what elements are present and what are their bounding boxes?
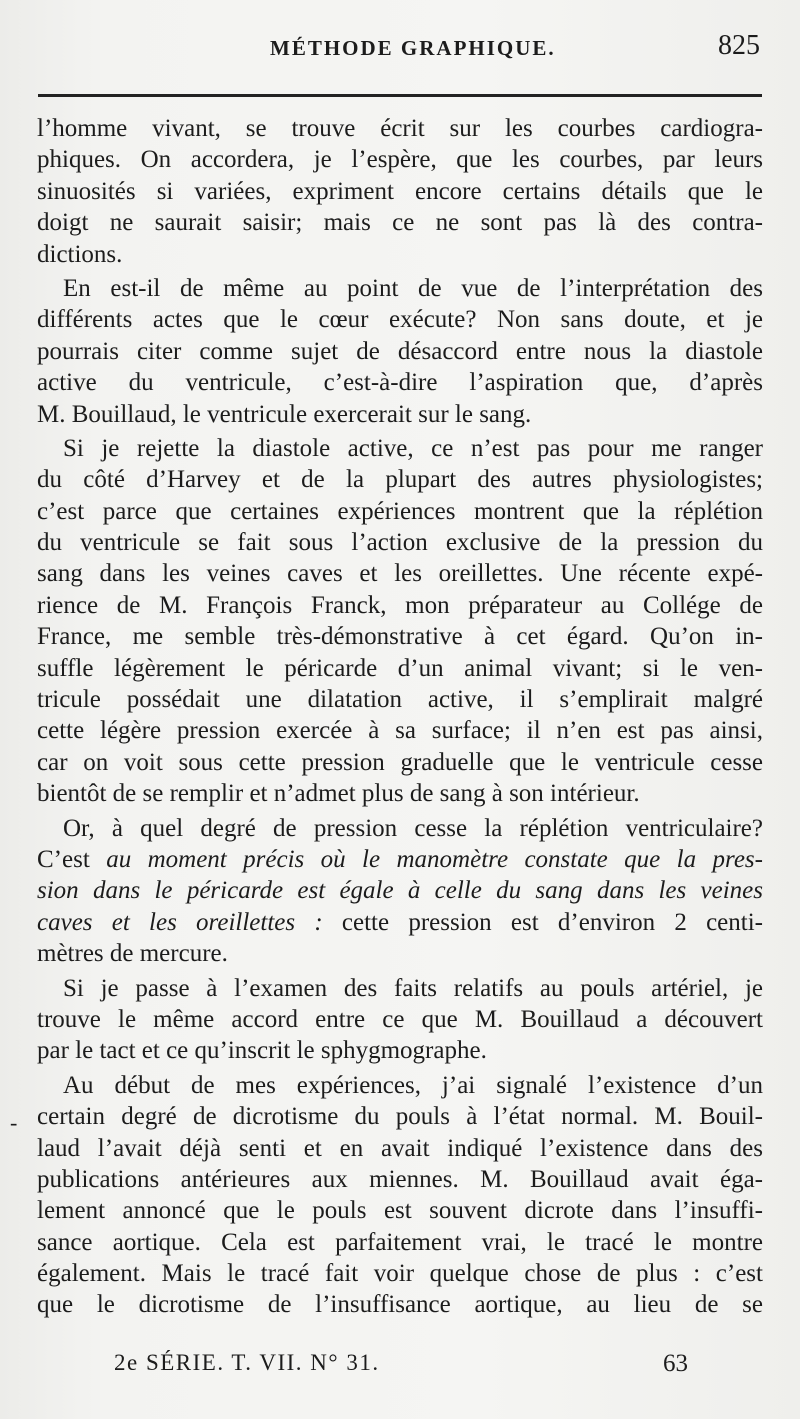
paragraph: [37, 1070, 763, 1321]
text-line: [37, 558, 763, 589]
text-line: [37, 1101, 763, 1132]
text-line: [37, 113, 763, 144]
text-line: [37, 875, 763, 906]
text-span: Si je passe à l’examen des faits relatifs au pouls artériel, je: [63, 974, 763, 1002]
text-line: [37, 1133, 763, 1164]
text-line: [37, 176, 763, 207]
text-line: [37, 304, 763, 335]
text-line: [37, 653, 763, 684]
text-span: c’est parce que certaines expériences montrent que la réplétion: [37, 497, 763, 525]
text-span: sinuosités si variées, expriment encore certains détails que le: [37, 177, 763, 205]
paragraph: [37, 433, 763, 810]
text-span: cette légère pression exercée à sa surface; il n’en est pas ainsi,: [37, 717, 763, 745]
text-line: [37, 144, 763, 175]
text-span: tricule possédait une dilatation active, il s’emplirait malgré: [37, 686, 763, 714]
text-line: [37, 207, 763, 238]
text-span: rience de M. François Franck, mon préparateur au Collége de: [37, 591, 763, 619]
text-span: par le tact et ce qu’inscrit le sphygmographe.: [37, 1037, 487, 1065]
header-rule: [38, 94, 762, 97]
text-line: [37, 747, 763, 778]
text-span: pourrais citer comme sujet de désaccord entre nous la diastole: [37, 337, 763, 365]
text-line: [37, 1035, 763, 1066]
text-line: [37, 938, 763, 969]
text-span: dictions.: [37, 240, 123, 268]
body-text: [37, 113, 763, 1321]
italic-text: caves et les oreillettes :: [37, 908, 323, 936]
text-span: mètres de mercure.: [37, 940, 228, 968]
text-span: M. Bouillaud, le ventricule exercerait sur le sang.: [37, 400, 532, 428]
text-span: du côté d’Harvey et de la plupart des autres physiologistes;: [37, 466, 763, 494]
text-line: [37, 336, 763, 367]
text-span: publications antérieures aux miennes. M. Bouillaud avait éga-: [37, 1165, 763, 1193]
text-line: [37, 973, 763, 1004]
sheet-number: 63: [663, 1350, 688, 1377]
paragraph: [37, 273, 763, 430]
paragraph: [37, 973, 763, 1067]
text-span: trouve le même accord entre ce que M. Bouillaud a découvert: [37, 1005, 763, 1033]
text-span: différents actes que le cœur exécute? Non sans doute, et je: [37, 306, 763, 334]
text-line: [37, 1195, 763, 1226]
text-line: [37, 433, 763, 464]
text-span: également. Mais le tracé fait voir quelque chose de plus : c’est: [37, 1260, 763, 1288]
text-span: Si je rejette la diastole active, ce n’est pas pour me ranger: [63, 434, 763, 462]
text-span: certain degré de dicrotisme du pouls à l’état normal. M. Bouil-: [37, 1103, 763, 1131]
text-span: phiques. On accordera, je l’espère, que les courbes, par leurs: [37, 146, 763, 174]
page-footer: [40, 1350, 760, 1386]
text-line: [37, 813, 763, 844]
paragraph: [37, 113, 763, 270]
text-span: l’homme vivant, se trouve écrit sur les courbes cardiogra-: [37, 115, 763, 142]
text-line: [37, 399, 763, 430]
text-span: C’est: [37, 845, 107, 873]
text-line: [37, 527, 763, 558]
text-span: car on voit sous cette pression graduelle que le ventricule cesse: [37, 748, 763, 776]
text-span: que le dicrotisme de l’insuffisance aortique, au lieu de se: [37, 1291, 763, 1319]
text-line: [37, 273, 763, 304]
text-line: [37, 844, 763, 875]
text-span: active du ventricule, c’est-à-dire l’aspiration que, d’après: [37, 369, 763, 397]
text-span: sang dans les veines caves et les oreillettes. Une récente expé-: [37, 560, 763, 588]
text-line: [37, 1164, 763, 1195]
text-span: laud l’avait déjà senti et en avait indiqué l’existence dans des: [37, 1134, 763, 1162]
text-span: lement annoncé que le pouls est souvent dicrote dans l’insuffi-: [37, 1197, 763, 1225]
text-line: [37, 1227, 763, 1258]
text-line: [37, 778, 763, 809]
text-span: Or, à quel degré de pression cesse la réplétion ventriculaire?: [63, 814, 763, 842]
italic-text: au moment précis où le manomètre constate que la pres-: [106, 845, 763, 873]
text-line: [37, 239, 763, 270]
text-line: [37, 621, 763, 652]
text-line: [37, 907, 763, 938]
text-line: [37, 1004, 763, 1035]
text-span: Au début de mes expériences, j’ai signalé l’existence d’un: [63, 1071, 763, 1099]
text-span: doigt ne saurait saisir; mais ce ne sont pas là des contra-: [37, 209, 763, 237]
text-line: [37, 715, 763, 746]
text-line: [37, 684, 763, 715]
text-span: sance aortique. Cela est parfaitement vrai, le tracé le montre: [37, 1228, 763, 1256]
paragraph: [37, 813, 763, 970]
running-title: MÉTHODE GRAPHIQUE.: [270, 36, 556, 60]
text-span: bientôt de se remplir et n’admet plus de sang à son intérieur.: [37, 780, 640, 808]
signature-mark: 2e SÉRIE. T. VII. N° 31.: [114, 1350, 380, 1375]
page-header: [40, 30, 760, 70]
text-line: [37, 496, 763, 527]
italic-text: sion dans le péricarde est égale à celle du sang dans les veines: [37, 877, 763, 905]
text-line: [37, 590, 763, 621]
text-span: En est-il de même au point de vue de l’interprétation des: [63, 274, 763, 302]
text-line: [37, 1289, 763, 1320]
text-line: [37, 1258, 763, 1289]
text-line: [37, 1070, 763, 1101]
text-line: [37, 367, 763, 398]
text-span: France, me semble très-démonstrative à cet égard. Qu’on in-: [37, 623, 763, 651]
text-span: suffle légèrement le péricarde d’un animal vivant; si le ven-: [37, 654, 763, 682]
text-span: cette pression est d’environ 2 centi-: [322, 908, 763, 936]
text-line: [37, 464, 763, 495]
text-span: du ventricule se fait sous l’action exclusive de la pression du: [37, 529, 763, 557]
margin-mark: -: [10, 1110, 18, 1135]
page-number: 825: [718, 30, 760, 61]
